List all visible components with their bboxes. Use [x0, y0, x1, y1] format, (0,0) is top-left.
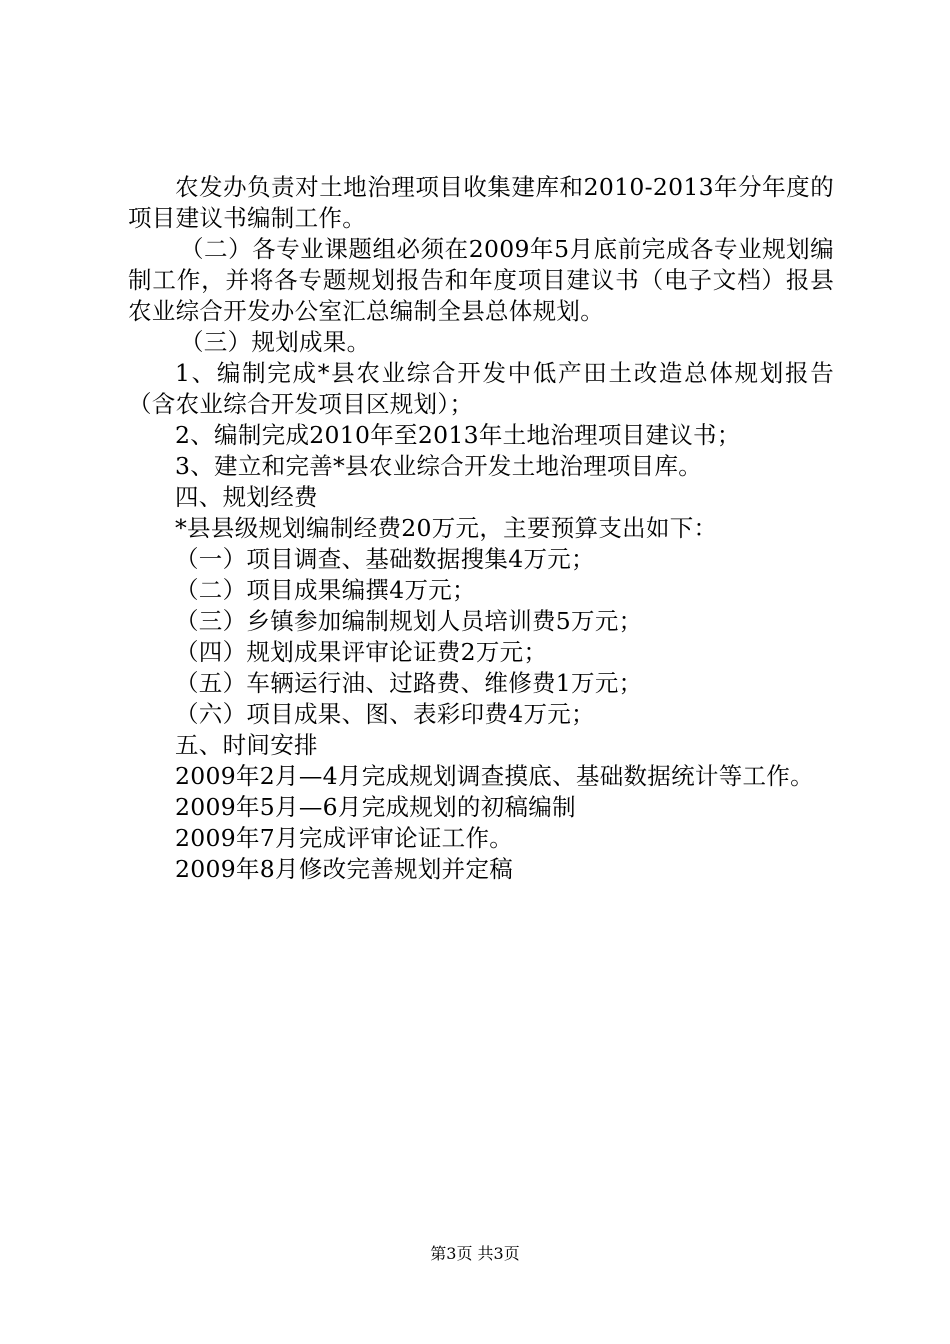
paragraph-schedule-item-2: 2009年5月—6月完成规划的初稿编制 [175, 793, 576, 821]
paragraph-planning-results-heading: （三）规划成果。 [180, 328, 371, 356]
paragraph-fund-item-3: （三）乡镇参加编制规划人员培训费5万元； [175, 607, 643, 635]
section-heading-planning-funds: 四、规划经费 [175, 483, 318, 511]
page-number-info: 第3页 共3页 [430, 1244, 520, 1263]
paragraph-result-item-3: 3、建立和完善*县农业综合开发土地治理项目库。 [175, 452, 703, 480]
paragraph-schedule-item-1: 2009年2月—4月完成规划调查摸底、基础数据统计等工作。 [175, 762, 814, 790]
page-footer [0, 1244, 950, 1264]
paragraph-schedule-item-4: 2009年8月修改完善规划并定稿 [175, 855, 514, 883]
paragraph-funds-summary: *县县级规划编制经费20万元，主要预算支出如下： [175, 514, 718, 542]
paragraph-fund-item-2: （二）项目成果编撰4万元； [175, 576, 476, 604]
section-heading-schedule: 五、时间安排 [175, 731, 318, 759]
paragraph-result-item-2: 2、编制完成2010年至2013年土地治理项目建议书； [175, 421, 741, 449]
paragraph-fund-item-1: （一）项目调查、基础数据搜集4万元； [175, 545, 595, 573]
paragraph-fund-item-4: （四）规划成果评审论证费2万元； [175, 638, 548, 666]
paragraph-fund-item-6: （六）项目成果、图、表彩印费4万元； [175, 700, 595, 728]
document-body [128, 172, 834, 885]
paragraph-task-group-deadline: （二）各专业课题组必须在2009年5月底前完成各专业规划编制工作，并将各专题规划报告和年度项目建议书（电子文档）报县农业综合开发办公室汇总编制全县总体规划。 [128, 235, 834, 325]
paragraph-result-item-1: 1、编制完成*县农业综合开发中低产田土改造总体规划报告（含农业综合开发项目区规划）； [128, 359, 834, 418]
paragraph-fund-item-5: （五）车辆运行油、过路费、维修费1万元； [175, 669, 643, 697]
paragraph-schedule-item-3: 2009年7月完成评审论证工作。 [175, 824, 514, 852]
paragraph-land-project-database: 农发办负责对土地治理项目收集建库和2010-2013年分年度的项目建议书编制工作。 [128, 173, 834, 232]
